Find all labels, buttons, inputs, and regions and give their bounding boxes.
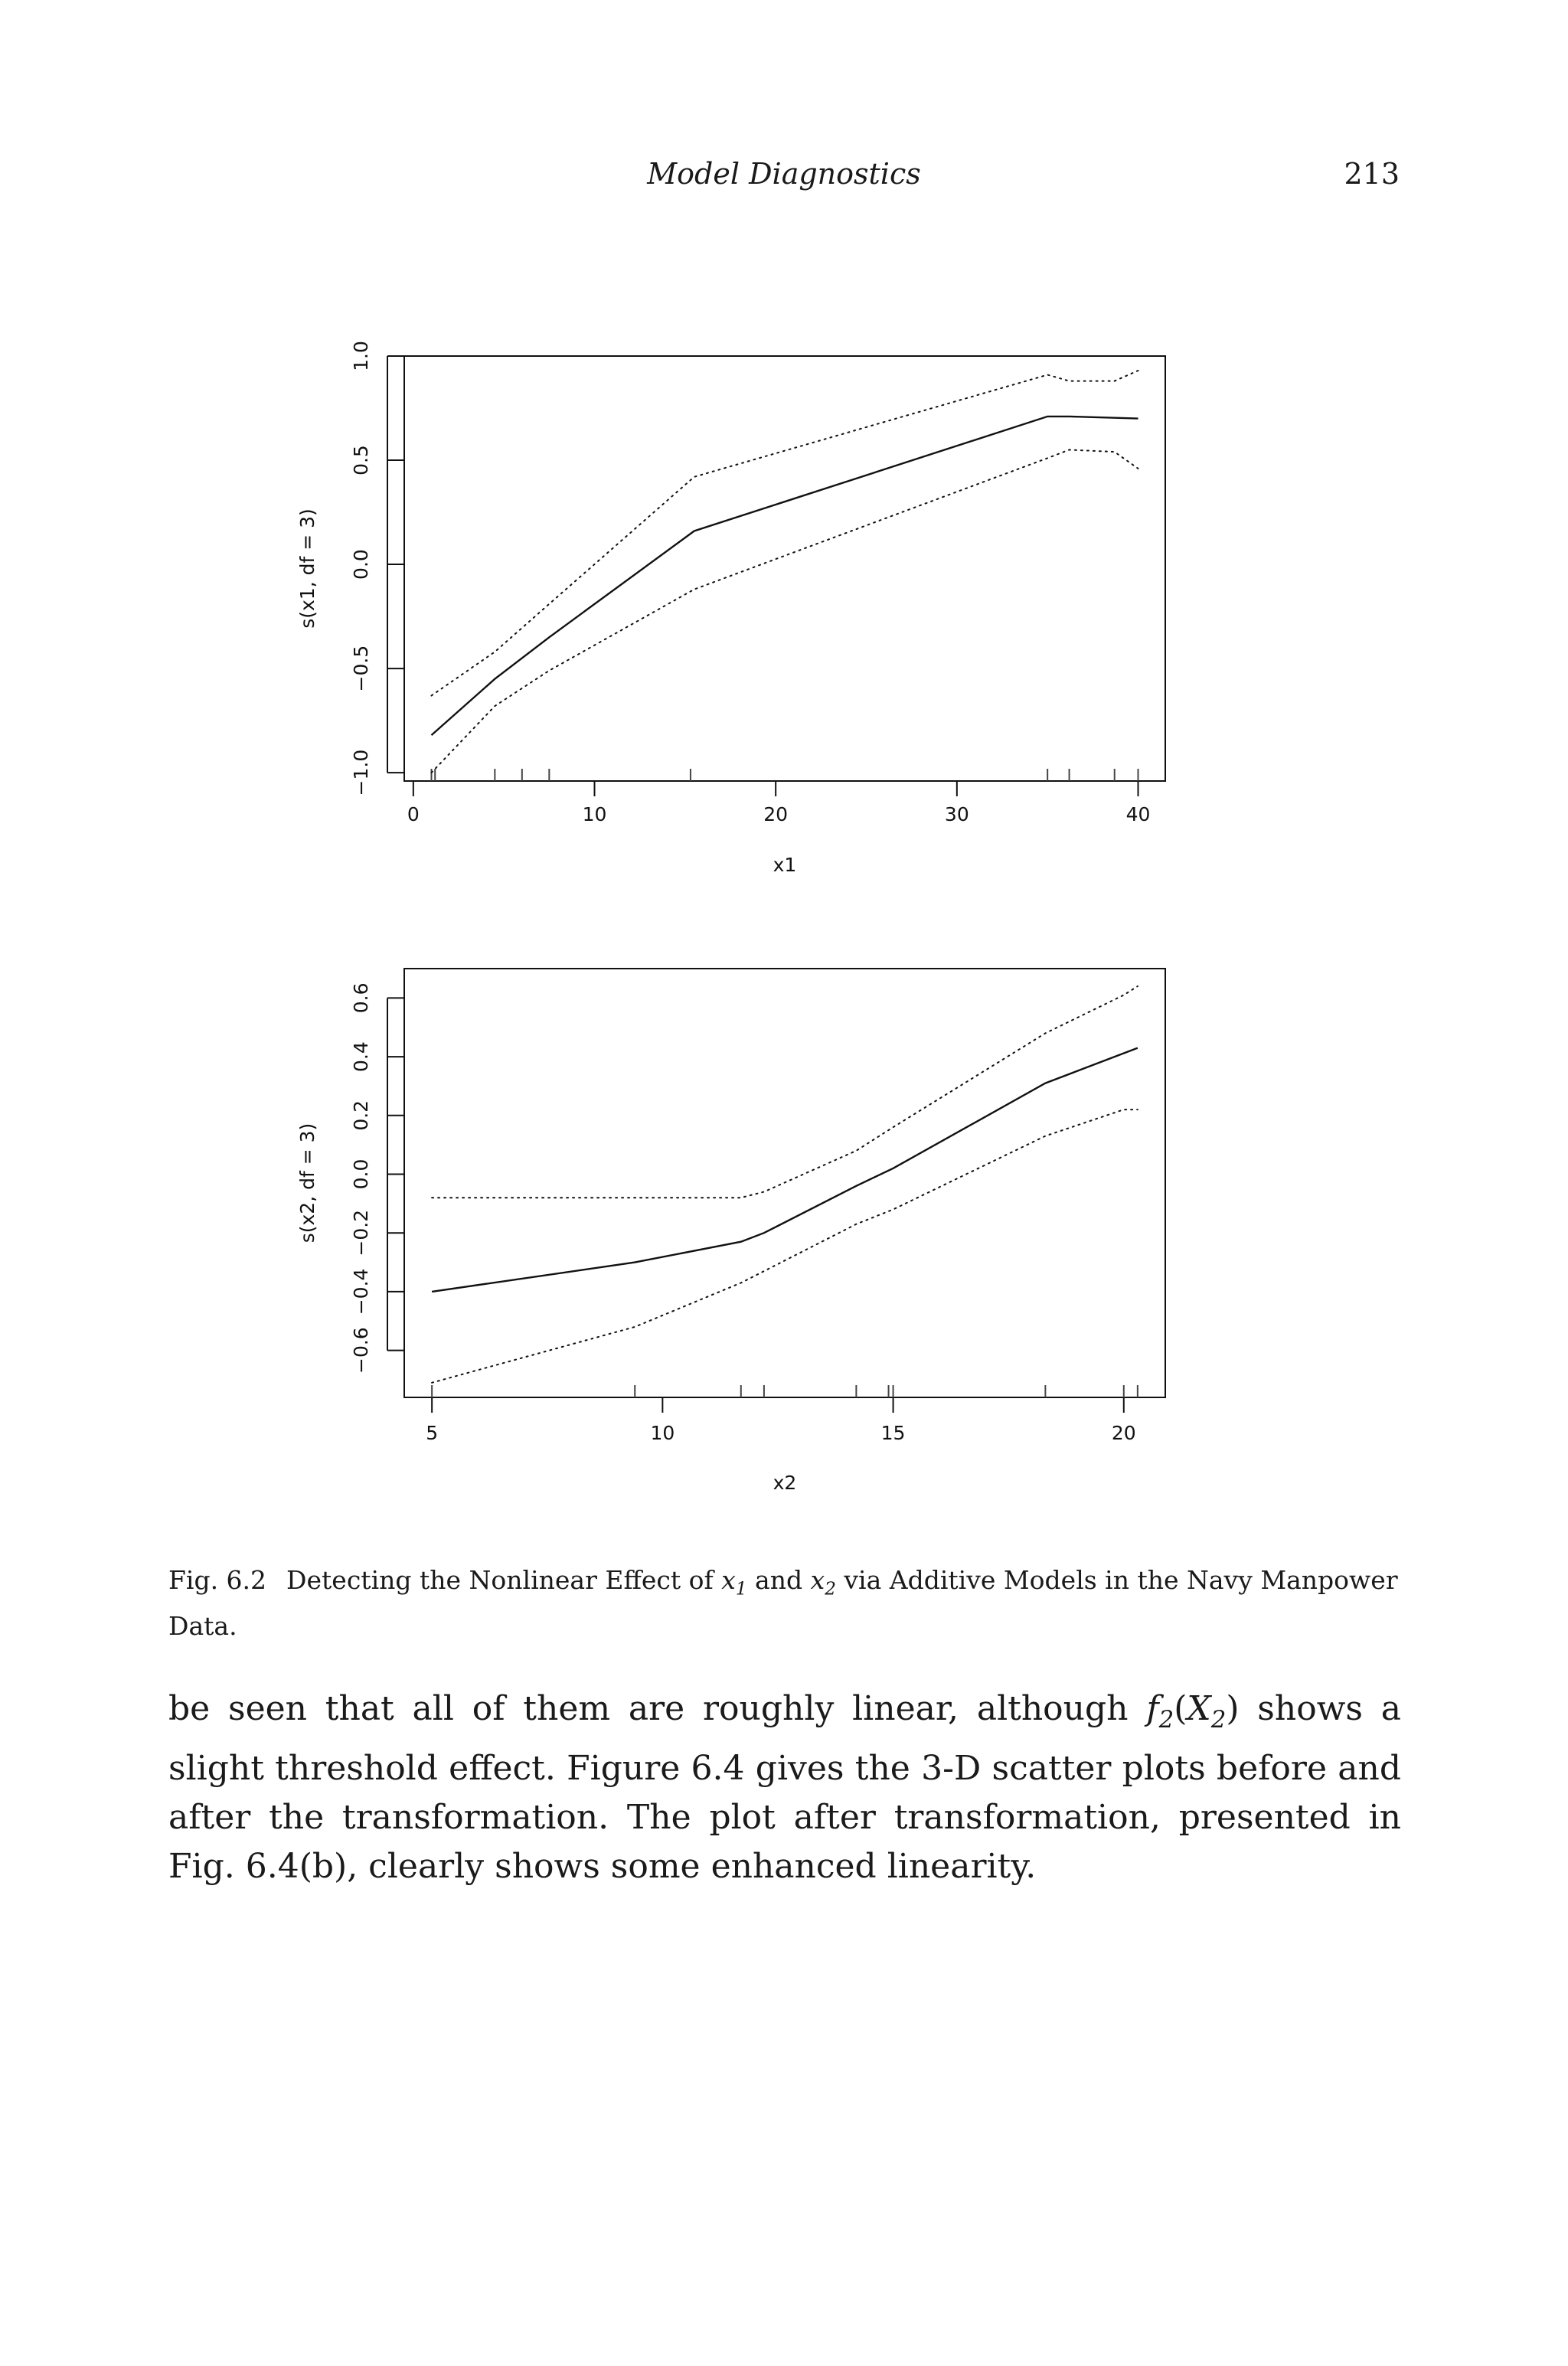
body-fn: $f_2$ <box>1146 1689 1174 1734</box>
x-tick-label: 20 <box>763 803 789 825</box>
x-tick-label: 10 <box>582 803 607 825</box>
caption-text-before: Detecting the Nonlinear Effect of <box>286 1565 722 1595</box>
caption-text-after: via Additive Models in the Navy Manpower Data. <box>168 1565 1398 1641</box>
running-title: Model Diagnostics <box>647 157 921 191</box>
figure-label: Fig. 6.2 <box>168 1565 267 1595</box>
x-tick-label: 15 <box>880 1422 906 1444</box>
figure-caption <box>168 1562 1401 1645</box>
fitted-curve <box>432 1048 1138 1292</box>
y-tick-label: 0.5 <box>350 445 372 475</box>
y-tick-label: 0.0 <box>350 1158 372 1190</box>
y-tick-label: −1.0 <box>350 749 372 796</box>
caption-var-x1: $x_1$ <box>721 1565 747 1600</box>
confidence-band-1 <box>432 986 1138 1198</box>
confidence-band-2 <box>432 1109 1138 1383</box>
fitted-curve <box>432 417 1138 735</box>
y-tick-label: 0.6 <box>350 982 372 1014</box>
x-tick-label: 40 <box>1125 803 1151 825</box>
y-tick-label: 0.0 <box>350 549 372 580</box>
plot-frame <box>404 356 1165 781</box>
y-tick-label: −0.2 <box>350 1209 372 1257</box>
y-axis-label: s(x1, df = 3) <box>296 508 318 629</box>
y-tick-label: −0.4 <box>350 1268 372 1315</box>
x-axis-label: x2 <box>773 1472 797 1494</box>
x-tick-label: 30 <box>944 803 969 825</box>
y-tick-label: −0.6 <box>350 1327 372 1374</box>
y-tick-label: 0.4 <box>350 1041 372 1072</box>
y-axis-label: s(x2, df = 3) <box>296 1123 318 1243</box>
caption-and: and <box>746 1565 811 1595</box>
x-tick-label: 10 <box>650 1422 675 1444</box>
body-part1: be seen that all of them are roughly linear, although <box>168 1689 1147 1728</box>
running-head <box>0 157 1568 203</box>
x-axis-label: x1 <box>773 854 797 876</box>
x-tick-label: 20 <box>1111 1422 1136 1444</box>
x-tick-label: 0 <box>407 803 420 825</box>
x-tick-label: 5 <box>426 1422 439 1444</box>
chart-x1 <box>0 322 1568 888</box>
caption-var-x2: $x_2$ <box>810 1565 836 1600</box>
body-part2: shows a slight threshold effect. Figure 6.4 gives the 3-D scatter plots before and after the transformation. The plot after transformation, presented in Fig. 6.4(b), clearly shows some enhanced linearity. <box>168 1689 1401 1886</box>
y-tick-label: −0.5 <box>350 645 372 692</box>
y-tick-label: 1.0 <box>350 341 372 371</box>
y-tick-label: 0.2 <box>350 1100 372 1131</box>
body-paragraph: be seen that all of them are roughly linear, although $f_2(X_2)$ shows a slight threshold effect. Figure 6.4 gives the 3-D scatter plots before and after the transformation. The plot after transformation, presented in Fig. 6.4(b), clearly shows some enhanced linearity. <box>168 1689 1401 1886</box>
page-number: 213 <box>1344 157 1400 191</box>
chart-x2 <box>0 934 1568 1547</box>
body-arg: $X_2$ <box>1187 1689 1227 1734</box>
confidence-band-2 <box>432 449 1138 773</box>
